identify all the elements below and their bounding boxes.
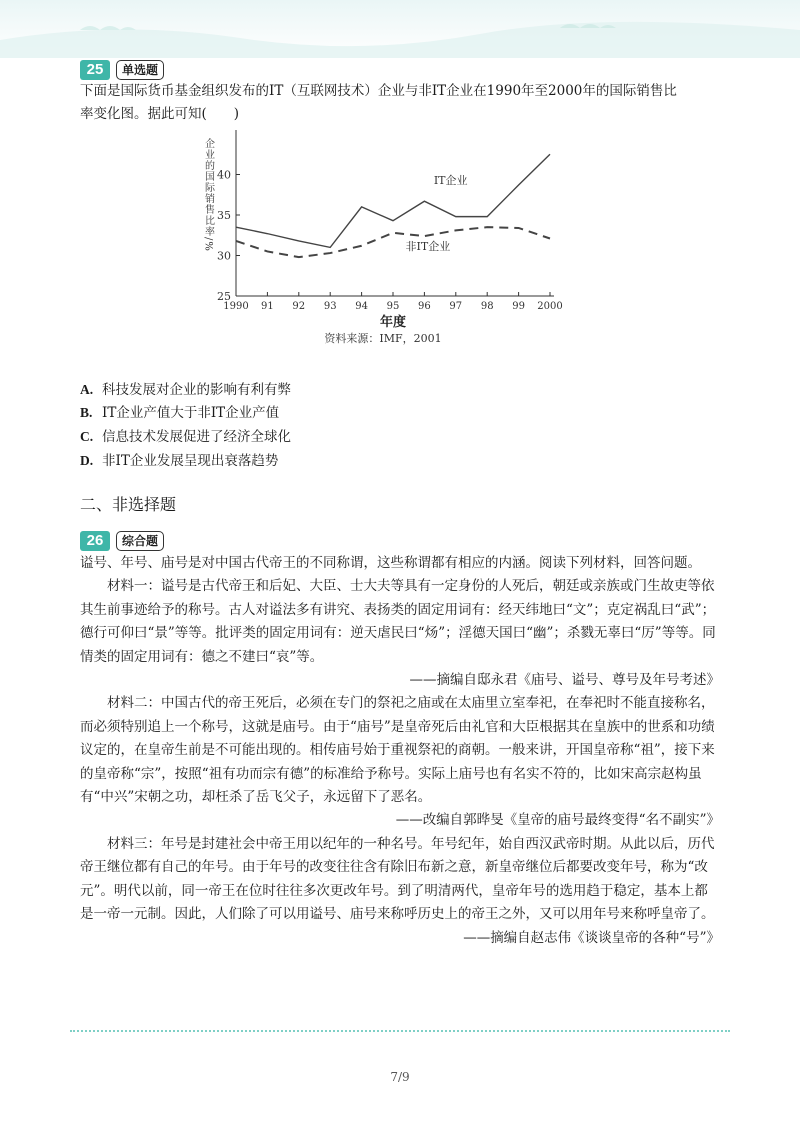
option-letter: B. (80, 405, 93, 420)
material-3-source: ——摘编自赵志伟《谈谈皇帝的各种“号”》 (463, 929, 720, 946)
question-intro: 谥号、年号、庙号是对中国古代帝王的不同称谓，这些称谓都有相应的内涵。阅读下列材料，回答问题。 (80, 555, 701, 571)
x-tick-label: 95 (386, 301, 400, 312)
question-type-badge: 综合题 (116, 531, 164, 551)
y-tick-label: 40 (217, 168, 231, 182)
option-letter: C. (80, 429, 94, 444)
material-2-source: ——改编自郭晔旻《皇帝的庙号最终变得“名不副实”》 (395, 812, 720, 829)
footer-divider (70, 1030, 730, 1032)
material-3: 材料三：年号是封建社会中帝王用以纪年的一种名号。年号纪年，始自西汉武帝时期。从此以后，历代帝王继位都有自己的年号。由于年号的改变往往含有除旧布新之意，新皇帝继位后都要改变年号，称为“改元”。明代以前，同一帝王在位时往往多次更改年号。到了明清两代，皇帝年号的选用趋于稳定，基本上都是一帝一元制。因此，人们除了可以用谥号、庙号来称呼历史上的帝王之外，又可以用年号来称呼皇帝了。 (80, 835, 715, 923)
question-type-badge: 单选题 (116, 60, 164, 80)
option-text: 非IT企业发展呈现出衰落趋势 (102, 453, 279, 469)
x-axis-label: 年度 (379, 315, 407, 330)
it-series-line (236, 154, 550, 247)
x-tick-label: 2000 (537, 301, 563, 312)
stem-line: 下面是国际货币基金组织发布的IT（互联网技术）企业与非IT企业在1990年至2000年的国际销售比 (80, 83, 677, 99)
series-label: 非IT企业 (405, 239, 451, 253)
chart-source: 资料来源：IMF，2001 (324, 332, 442, 345)
option-b[interactable] (80, 402, 279, 424)
material-1: 材料一：谥号是古代帝王和后妃、大臣、士大夫等具有一定身份的人死后，朝廷或亲族或门生故吏等依其生前事迹给予的称号。古人对谥法多有讲究、表扬类的固定用词有：经天纬地曰“文”；克定祸乱曰“武”；德行可仰曰“景”等等。批评类的固定用词有：逆天虐民曰“炀”；淫德天国曰“幽”；杀戮无辜曰“厉”等等。同情类的固定用词有：德之不建曰“哀”等。 (80, 578, 716, 665)
question-26-header (80, 531, 164, 551)
sales-ratio-chart (196, 128, 576, 348)
x-tick-label: 99 (512, 301, 525, 312)
question-26-body (80, 552, 720, 950)
page-number: 7/9 (390, 1070, 410, 1084)
option-letter: D. (80, 453, 94, 468)
x-tick-label: 94 (355, 301, 368, 312)
option-c[interactable] (80, 426, 291, 448)
option-letter: A. (80, 382, 94, 397)
cloud-wave-decoration (0, 0, 800, 58)
question-25-header (80, 60, 164, 80)
option-d[interactable] (80, 450, 278, 472)
y-tick-label: 35 (217, 209, 231, 222)
option-a[interactable] (80, 379, 291, 401)
question-25-stem (80, 80, 720, 127)
material-1-source: ——摘编自邸永君《庙号、谥号、尊号及年号考述》 (409, 672, 720, 689)
x-tick-label: 92 (292, 301, 306, 312)
non-it-series-line (236, 227, 550, 257)
x-tick-label: 93 (323, 301, 337, 312)
x-tick-label: 1990 (223, 301, 249, 312)
stem-line: 率变化图。据此可知( ) (80, 106, 240, 123)
x-tick-label: 97 (449, 301, 463, 312)
section-title: 二、非选择题 (80, 495, 177, 514)
question-number: 25 (80, 60, 110, 80)
option-text: IT企业产值大于非IT企业产值 (102, 405, 280, 421)
header-decoration (0, 0, 800, 58)
option-text: 科技发展对企业的影响有利有弊 (102, 382, 291, 398)
x-tick-label: 96 (418, 301, 431, 312)
line-chart-svg (196, 128, 576, 348)
x-tick-label: 91 (261, 301, 274, 312)
y-axis-label: 企业的国际销售比率/% (202, 138, 214, 252)
option-text: 信息技术发展促进了经济全球化 (102, 429, 291, 445)
question-number: 26 (80, 531, 110, 551)
y-tick-label: 25 (217, 290, 231, 303)
series-label: IT企业 (433, 174, 468, 188)
y-tick-label: 30 (217, 249, 231, 263)
material-2: 材料二：中国古代的帝王死后，必须在专门的祭祀之庙或在太庙里立室奉祀，在奉祀时不能直接称名，而必须特别追上一个称号，这就是庙号。由于“庙号”是皇帝死后由礼官和大臣根据其在皇族中的世系和功绩议定的，在皇帝生前是不可能出现的。相传庙号始于重视祭祀的商朝。一般来讲，开国皇帝称“祖”，接下来的皇帝称“宗”，按照“祖有功而宗有德”的标准给予称号。实际上庙号也有名实不符的，比如宋高宗赵构虽有“中兴”宋朝之功，却枉杀了岳飞父子，永远留下了恶名。 (80, 695, 715, 806)
x-tick-label: 98 (480, 301, 494, 312)
